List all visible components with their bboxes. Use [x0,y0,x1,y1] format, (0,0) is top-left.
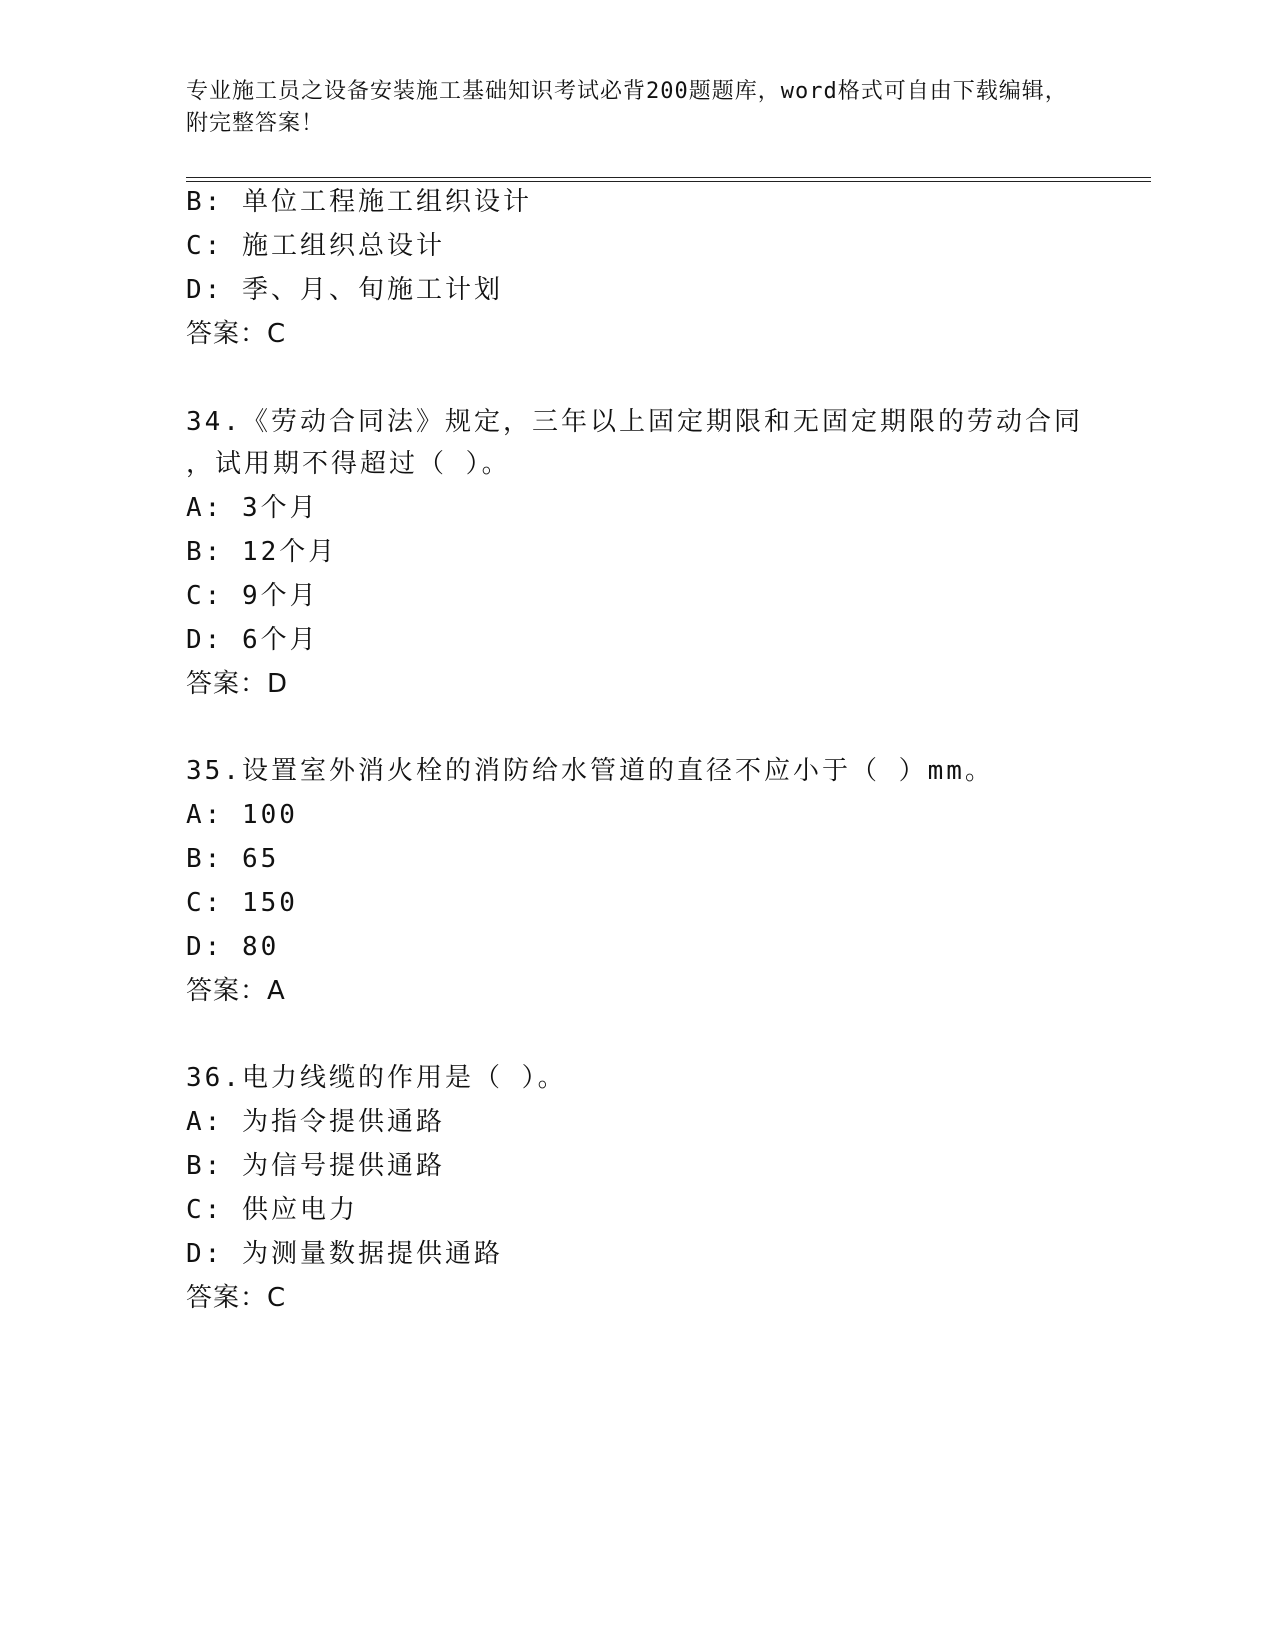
q34-option-c: C: 9个月 [186,581,319,611]
q36-option-c: C: 供应电力 [186,1195,358,1225]
q34-answer: 答案：D [186,669,289,699]
q34-option-d: D: 6个月 [186,625,319,655]
q36-stem: 36.电力线缆的作用是（ ）。 [186,1063,567,1093]
q36-option-d: D: 为测量数据提供通路 [186,1239,503,1269]
q36-option-b: B: 为信号提供通路 [186,1151,445,1181]
q35-option-b: B: 65 [186,844,280,874]
q34-option-b: B: 12个月 [186,537,338,567]
header-double-rule [186,177,1151,182]
q36-option-a: A: 为指令提供通路 [186,1107,445,1137]
q35-stem: 35.设置室外消火栓的消防给水管道的直径不应小于（ ）mm。 [186,756,994,786]
q33-option-d: D: 季、月、旬施工计划 [186,275,503,305]
q34-stem-line2: ，试用期不得超过（ ）。 [186,449,511,479]
q34-option-a: A: 3个月 [186,493,319,523]
q33-option-c: C: 施工组织总设计 [186,231,445,261]
document-header-title: 专业施工员之设备安装施工基础知识考试必背200题题库，word格式可自由下载编辑，附完整答案！ [186,79,1068,136]
q36-answer: 答案：C [186,1283,287,1313]
q35-option-d: D: 80 [186,932,280,962]
q35-option-c: C: 150 [186,888,298,918]
q35-answer: 答案：A [186,976,286,1006]
q33-answer: 答案：C [186,319,287,349]
q34-stem-line1: 34.《劳动合同法》规定，三年以上固定期限和无固定期限的劳动合同 [186,407,1083,437]
q33-option-b: B: 单位工程施工组织设计 [186,187,532,217]
q35-option-a: A: 100 [186,800,298,830]
